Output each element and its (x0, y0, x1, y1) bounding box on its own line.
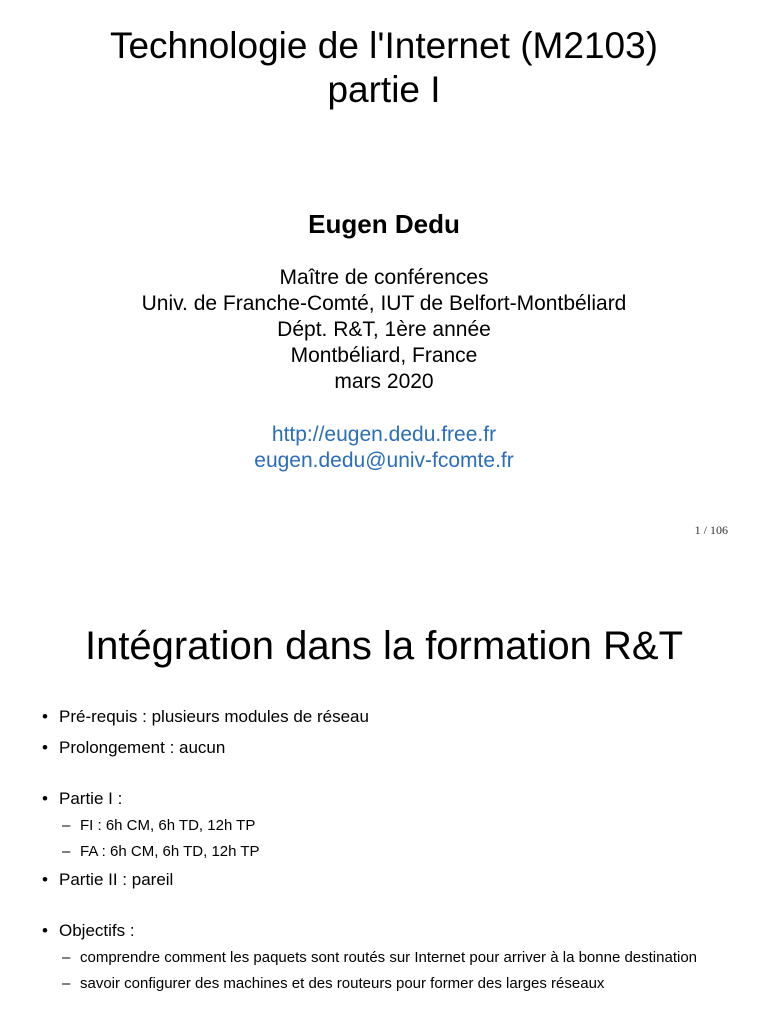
slide-title-line1: Technologie de l'Internet (M2103) (109, 25, 658, 66)
contact-links (0, 422, 768, 474)
author-university: Univ. de Franche-Comté, IUT de Belfort-Montbéliard (141, 292, 627, 315)
content-slide (0, 556, 768, 1024)
slide-heading: Intégration dans la formation R&T (84, 624, 684, 668)
sub-bullet-routage: – comprendre comment les paquets sont routés sur Internet pour arriver à la bonne destination (42, 949, 732, 967)
sub-bullet-fi: – FI : 6h CM, 6h TD, 12h TP (42, 817, 732, 835)
author-location: Montbéliard, France (290, 344, 478, 367)
slide-date: mars 2020 (334, 370, 434, 393)
bullet-objectifs: • Objectifs : (42, 920, 732, 942)
slide-title (0, 24, 768, 112)
author-info (0, 265, 768, 395)
website-link[interactable]: http://eugen.dedu.free.fr (271, 423, 497, 446)
bullet-partie1: • Partie I : (42, 788, 732, 810)
page-number: 1 / 106 (694, 523, 728, 537)
author-position: Maître de conférences (279, 266, 489, 289)
bullet-partie2: • Partie II : pareil (42, 869, 732, 891)
sub-bullet-configuration: – savoir configurer des machines et des routeurs pour former des larges réseaux (42, 975, 732, 993)
bullet-list (42, 706, 732, 1001)
bullet-prerequis: • Pré-requis : plusieurs modules de réseau (42, 706, 732, 728)
bullet-prolongement: • Prolongement : aucun (42, 737, 732, 759)
email-link[interactable]: eugen.dedu@univ-fcomte.fr (254, 449, 514, 472)
slide-title-line2: partie I (327, 69, 441, 110)
author-name: Eugen Dedu (308, 209, 460, 239)
author-department: Dépt. R&T, 1ère année (277, 318, 491, 341)
sub-bullet-fa: – FA : 6h CM, 6h TD, 12h TP (42, 843, 732, 861)
page-divider (0, 548, 768, 556)
